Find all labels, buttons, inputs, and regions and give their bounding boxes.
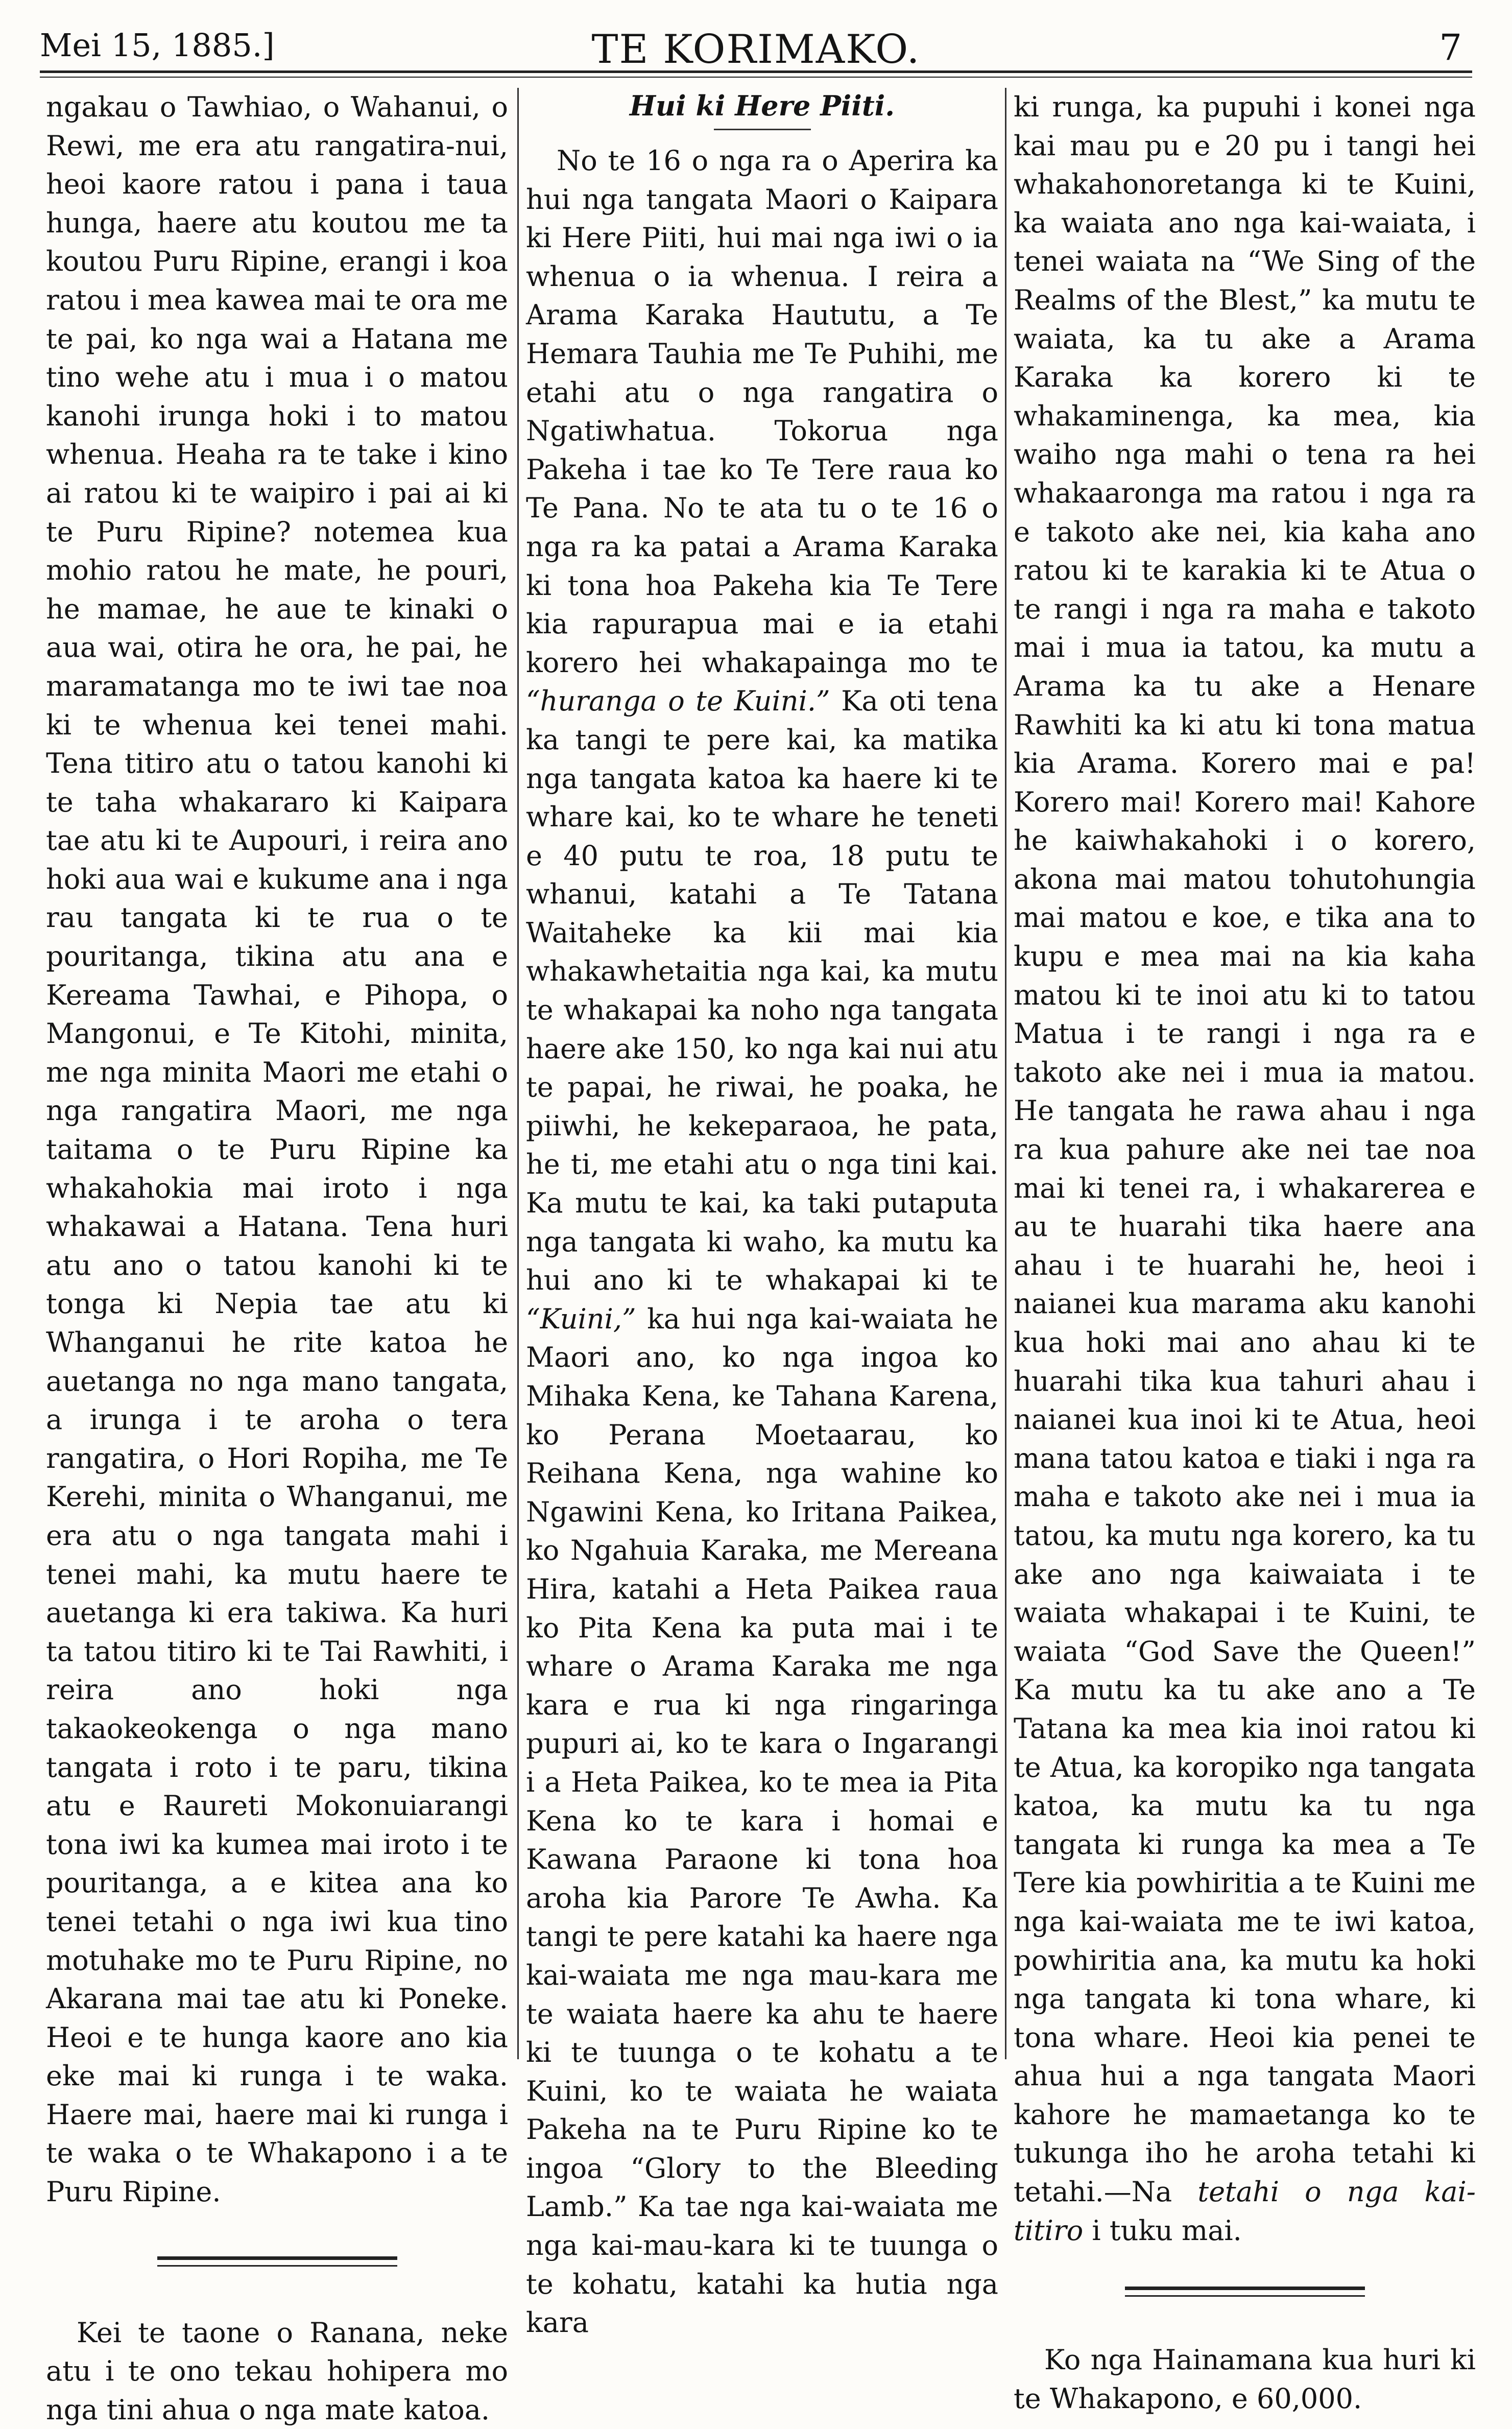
section-divider [1125,2287,1365,2297]
heading-rule [714,129,811,130]
article-text: i tuku mai. [1083,2214,1242,2247]
column-divider [1005,88,1006,2059]
article-text: No te 16 o nga ra o Aperira ka hui nga tangata Maori o Kaipara ki Here Piiti, hui mai nga iwi o ia whenua o ia whenua. I reira a Arama Karaka Haututu, a Te Hemara Tauhia me Te Puhihi, me etahi atu o nga rangatira o Ngatiwhatua. Tokorua nga Pakeha i tae ko Te Tere raua ko Te Pana. No te ata tu o te 16 o nga ra ka patai a Arama Karaka ki tona hoa Pakeha kia Te Tere kia rapurapua mai e ia etahi korero hei whakapainga mo te [526,145,998,679]
news-brief: Kei te taone o Ranana, neke atu i te ono tekau hohipera mo nga tini ahua o nga mate katoa. [46,2316,508,2426]
page-number: 7 [1439,27,1462,68]
newspaper-title: TE KORIMAKO. [591,27,921,73]
news-brief: Ko nga Hainamana kua huri ki te Whakapono, e 60,000. [1014,2344,1476,2415]
article-text: ki runga, ka pupuhi i konei nga kai mau pu e 20 pu i tangi hei whakahonoretanga ki te Kuini, ka waiata ano nga kai-waiata, i tenei waiata na “We Sing of the Realms of the Blest,” ka mutu te waiata, ka tu ake a Arama Karaka ka korero ki te whakaminenga, ka mea, kia waiho nga mahi o tena ra hei whakaaronga ma ratou i nga ra e takoto ake nei, kia kaha ano ratou ki te karakia ki te Atua o te rangi i nga ra maha e takoto mai i mua ia tatou, ka mutu a Arama ka tu ake a Henare Rawhiti ka ki atu ki tona matua kia Arama. Korero mai e pa! Korero mai! Korero mai! Kahore he kaiwhakahoki i o korero, akona mai matou tohutohungia mai matou e koe, e tika ana to kupu e mea mai na kia kaha matou ki te inoi atu ki to tatou Matua i te rangi i nga ra e takoto ake nei i mua ia matou. He tangata he rawa ahau i nga ra kua pahure ake nei tae noa mai ki tenei ra, i whakarerea e au te huarahi tika haere ana ahau i te huarahi he, heoi i naianei kua marama aku kanohi kua hoki mai ano ahau ki te huarahi tika kua tahuri ahau i naianei kua inoi ki te Atua, heoi mana tatou katoa e tiaki i nga ra maha e takoto ake nei i mua ia tatou, ka mutu nga korero, ka tu ake ano nga kaiwaiata i te waiata whakapai i te Kuini, te waiata “God Save the Queen!” Ka mutu ka tu ake ano a Te Tatana ka mea kia inoi ratou ki te Atua, ka koropiko nga tangata katoa, ka mutu ka tu nga tangata ki runga ka mea a Te Tere kia powhiritia a te Kuini me nga kai-waiata me te iwi katoa, powhiritia ana, ka mutu ka hoki nga tangata ki tona whare, ki tona whare. Heoi kia penei te ahua hui a nga tangata Maori kahore he mamaetanga ko te tukunga iho he aroha tetahi ki tetahi.—Na [1014,91,1476,2208]
masthead [40,20,1472,77]
column-divider [517,88,519,2059]
column-1 [46,88,508,2426]
article-quote: “Kuini,” [526,1302,636,1335]
article-text: Ka oti tena ka tangi te pere kai, ka matika nga tangata katoa ka haere ki te whare kai, ko te whare he teneti e 40 putu te roa, 18 putu te whanui, katahi a Te Tatana Waitaheke ka kii mai kia whakawhetaitia nga kai, ka mutu te whakapai ka noho nga tangata haere ake 150, ko nga kai nui atu te papai, he riwai, he poaka, he piiwhi, he kekeparaoa, he pata, he ti, me etahi atu o nga tini kai. Ka mutu te kai, ka taki putaputa nga tangata ki waho, ka mutu ka hui ano ki te whakapai ki te [526,685,998,1297]
article-continuation: ngakau o Tawhiao, o Wahanui, o Rewi, me era atu rangatira-nui, heoi kaore ratou i pana i taua hunga, haere atu koutou me ta koutou Puru Ripine, erangi i koa ratou i mea kawea mai te ora me te pai, ko nga wai a Hatana me tino wehe atu i mua i o matou kanohi irunga hoki i to matou whenua. Heaha ra te take i kino ai ratou ki te waipiro i pai ai ki te Puru Ripine? notemea kua mohio ratou he mate, he pouri, he mamae, he aue te kinaki o aua wai, otira he ora, he pai, he maramatanga mo te iwi tae noa ki te whenua kei tenei mahi. Tena titiro atu o tatou kanohi ki te taha whakararo ki Kaipara tae atu ki te Aupouri, i reira ano hoki aua wai e kukume ana i nga rau tangata ki te rua o te pouritanga, tikina atu ana e Kereama Tawhai, e Pihopa, o Mangonui, e Te Kitohi, minita, me nga minita Maori me etahi o nga rangatira Maori, me nga taitama o te Puru Ripine ka whakahokia mai iroto i nga whakawai a Hatana. Tena huri atu ano o tatou kanohi ki te tonga ki Nepia tae atu ki Whanganui he rite katoa he auetanga no nga mano tangata, a irunga i te aroha o tera rangatira, o Hori Ropiha, me Te Kerehi, minita o Whanganui, me era atu o nga tangata mahi i tenei mahi, ka mutu haere te auetanga ki era takiwa. Ka huri ta tatou titiro ki te Tai Rawhiti, i reira ano hoki nga takaokeokenga o nga mano tangata i roto i te paru, tikina atu e Raureti Mokonuiarangi tona iwi ka kumea mai iroto i te pouritanga, a e kitea ana ko tenei tetahi o nga iwi kua tino motuhake mo te Puru Ripine, no Akarana mai tae atu ki Poneke. Heoi e te hunga kaore ano kia eke mai ki runga i te waka. Haere mai, haere mai ki runga i te waka o te Whakapono i a te Puru Ripine. [46,91,508,2208]
article-heading: Hui ki Here Piiti. [629,89,895,122]
masthead-rule-thin [40,77,1472,78]
article-body [526,141,998,2342]
article-signature: tetahi o nga kai-titiro [1014,2176,1476,2247]
column-3 [1014,88,1476,2415]
article-text: ka hui nga kai-waiata he Maori ano, ko nga ingoa ko Mihaka Kena, ke Tahana Karena, ko Perana Moetaarau, ko Reihana Kena, nga wahine ko Ngawini Kena, ko Iritana Paikea, ko Ngahuia Karaka, me Mereana Hira, katahi a Heta Paikea raua ko Pita Kena ka puta mai i te whare o Arama Karaka me nga kara e rua ki nga ringaringa pupuri ai, ko te kara o Ingarangi i a Heta Paikea, ko te mea ia Pita Kena ko te kara i homai e Kawana Paraone ki tona hoa aroha kia Parore Te Awha. Ka tangi te pere katahi ka haere nga kai-waiata me nga mau-kara me te waiata haere ka ahu te haere ki te tuunga o te kohatu a te Kuini, ko te waiata he waiata Pakeha na te Puru Ripine ko te ingoa “Glory to the Bleeding Lamb.” Ka tae nga kai-waiata me nga kai-mau-kara ki te tuunga o te kohatu, katahi ka hutia nga kara [526,1302,998,2339]
section-divider [157,2256,397,2267]
issue-date: Mei 15, 1885.] [40,27,275,64]
article-continuation [1014,88,1476,2250]
article-quote: “huranga o te Kuini.” [526,685,830,718]
column-2 [526,88,998,2339]
masthead-rule [40,70,1472,73]
